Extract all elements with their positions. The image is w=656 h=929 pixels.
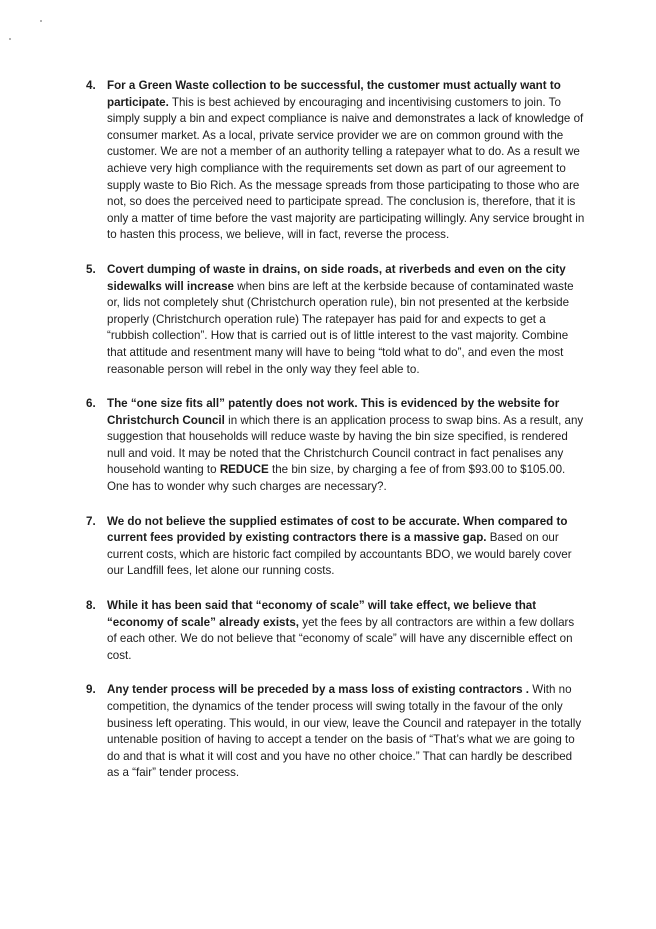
list-item-6 <box>86 396 586 496</box>
item-heading: The “one size fits all” patently does not work. This is evidenced by the website for Christchurch Council <box>107 397 560 427</box>
item-body: With no competition, the dynamics of the tender process will swing totally in the favour of the only business left operating. This would, in our view, leave the Council and ratepayer in the totally untenable position of having to accept a tender on the basis of “That’s what we are going to do and that is what it will cost and you have no other choice.” That can hardly be described as a “fair” tender process. <box>107 683 582 780</box>
item-number: 5. <box>86 262 96 276</box>
item-paragraph <box>107 396 586 496</box>
item-number: 9. <box>86 683 96 697</box>
list-item-4 <box>86 78 586 244</box>
item-heading: While it has been said that “economy of scale” will take effect, we believe that “economy of scale” already exists, <box>107 599 537 629</box>
item-heading: We do not believe the supplied estimates of cost to be accurate. When compared to current fees provided by existing contractors there is a massive gap. <box>107 514 568 545</box>
item-paragraph <box>107 78 586 244</box>
item-paragraph <box>107 598 586 664</box>
list-item-5 <box>86 262 586 378</box>
item-number: 6. <box>86 397 96 411</box>
item-heading: For a Green Waste collection to be successful, the customer must actually want to participate. <box>107 79 561 109</box>
list-item-9 <box>86 682 586 782</box>
item-heading: Any tender process will be preceded by a mass loss of existing contractors . <box>107 683 530 697</box>
numbered-list <box>86 78 586 800</box>
item-body-continued: the bin size, by charging a fee of from $93.00 to $105.00. One has to wonder why such charges are necessary?. <box>107 463 566 494</box>
item-paragraph <box>107 682 586 782</box>
item-heading: Covert dumping of waste in drains, on side roads, at riverbeds and even on the city sidewalks will increase <box>107 262 566 293</box>
list-item-8 <box>86 598 586 664</box>
list-item-7 <box>86 514 586 580</box>
item-number: 8. <box>86 599 96 613</box>
item-number: 7. <box>86 514 96 528</box>
item-body: This is best achieved by encouraging and incentivising customers to join. To simply supply a bin and expect compliance is naive and demonstrates a lack of knowledge of consumer market. As a local, private service provider we are on common ground with the customer. We are not a member of an authority telling a ratepayer what to do. As a result we achieve very high compliance with the requirements set down as part of our agreement to supply waste to Bio Rich. As the message spreads from those participating to those who are not, so does the perceived need to participate spread. The conclusion is, therefore, that it is only a matter of time before the vast majority are participating willingly. Any service brought in to hasten this process, we believe, will in fact, reverse the process. <box>107 95 585 242</box>
item-body: Based on our current costs, which are historic fact compiled by accountants BDO, we would barely cover our Landfill fees, let alone our running costs. <box>107 531 572 578</box>
item-body: yet the fees by all contractors are within a few dollars of each other. We do not believe that “economy of scale” will have any discernible effect on cost. <box>107 615 575 662</box>
item-emphasis: REDUCE <box>219 463 269 477</box>
item-paragraph <box>107 262 586 378</box>
item-body: when bins are left at the kerbside because of contaminated waste or, lids not completely shut (Christchurch operation rule), bin not presented at the kerbside properly (Christchurch operation rule) The ratepayer has paid for and expects to get a “rubbish collection”. How that is carried out is of little interest to the vast majority. Combine that attitude and resentment many will have to being “told what to do”, and even the most reasonable person will rebel in the only way they feel able to. <box>107 279 574 376</box>
item-paragraph <box>107 514 586 580</box>
scan-speck <box>40 20 42 22</box>
scan-speck <box>9 38 11 40</box>
item-body: in which there is an application process to swap bins. As a result, any suggestion that households will reduce waste by having the bin size specified, is rendered null and void. It may be noted that the Christchurch Council contract in fact penalises any household wanting to <box>107 413 584 477</box>
item-number: 4. <box>86 79 96 92</box>
